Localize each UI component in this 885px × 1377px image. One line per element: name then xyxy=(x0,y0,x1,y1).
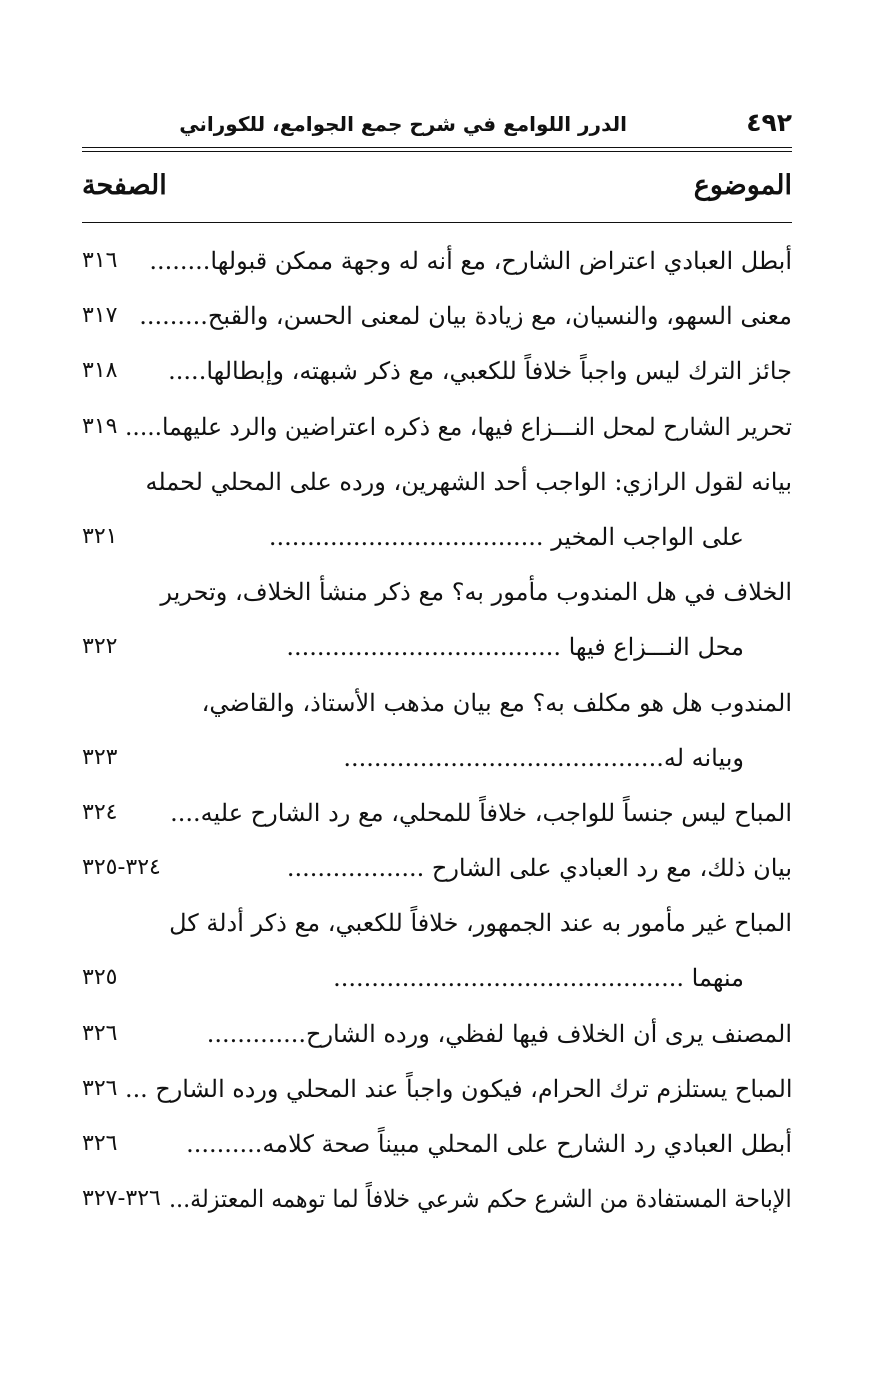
toc-entry-title: على الواجب المخير .................................... xyxy=(268,522,744,551)
toc-entry-title: الخلاف في هل المندوب مأمور به؟ مع ذكر منشأ الخلاف، وتحرير xyxy=(160,578,792,607)
running-header xyxy=(82,108,792,142)
toc-entry xyxy=(82,1009,792,1064)
toc-entry xyxy=(82,236,792,291)
toc-entry xyxy=(82,622,792,677)
toc-entry xyxy=(82,1174,792,1229)
toc-entry-title: منهما .............................................. xyxy=(333,964,744,993)
toc-entry xyxy=(82,733,792,788)
toc-entry-title: أبطل العبادي رد الشارح على المحلي مبيناً صحة كلامه.......... xyxy=(186,1130,792,1158)
toc-entry-page: ٣٢٤ xyxy=(82,799,118,825)
toc-entry-title: المندوب هل هو مكلف به؟ مع بيان مذهب الأستاذ، والقاضي، xyxy=(201,688,792,717)
toc-entry-page: ٣١٨ xyxy=(82,358,118,384)
toc-entry-page: ٣٢٦-٣٢٧ xyxy=(82,1186,161,1212)
page-column-header: الصفحة xyxy=(82,170,167,201)
toc-entry-title: معنى السهو، والنسيان، مع زيادة بيان لمعنى الحسن، والقبح......... xyxy=(139,302,792,331)
toc-entry-title: تحرير الشارح لمحل النـــزاع فيها، مع ذكره اعتراضين والرد عليهما..... xyxy=(124,412,792,441)
toc-entry-page: ٣٢٦ xyxy=(82,1020,118,1046)
topic-column-header: الموضوع xyxy=(693,170,792,201)
toc-entry-title: وبيانه له.......................................... xyxy=(343,743,744,772)
toc-entry-title: المباح غير مأمور به عند الجمهور، خلافاً للكعبي، مع ذكر أدلة كل xyxy=(169,909,792,938)
toc-entry-page: ٣٢١ xyxy=(82,523,118,549)
toc-entry-page: ٣١٩ xyxy=(82,413,118,439)
toc-entry xyxy=(82,953,792,1008)
toc-entry-title: أبطل العبادي اعتراض الشارح، مع أنه له وجهة ممكن قبولها........ xyxy=(149,247,792,275)
toc-entry-title: جائز الترك ليس واجباً خلافاً للكعبي، مع ذكر شبهته، وإبطالها..... xyxy=(168,357,792,386)
toc-entry-title: بيان ذلك، مع رد العبادي على الشارح .................. xyxy=(286,854,792,883)
table-of-contents xyxy=(82,236,792,1229)
toc-entry xyxy=(82,678,792,733)
toc-entry xyxy=(82,788,792,843)
toc-entry xyxy=(82,457,792,512)
toc-entry-title: الإباحة المستفادة من الشرع حكم شرعي خلافاً لما توهمه المعتزلة... xyxy=(169,1185,792,1214)
toc-entry-page: ٣٢٦ xyxy=(82,1075,118,1101)
toc-entry-page: ٣١٦ xyxy=(82,248,118,273)
toc-entry-page: ٣١٧ xyxy=(82,303,118,329)
toc-entry xyxy=(82,402,792,457)
toc-entry-title: المصنف يرى أن الخلاف فيها لفظي، ورده الشارح............. xyxy=(206,1019,792,1048)
page-number: ٤٩٢ xyxy=(746,108,792,137)
toc-entry-title: المباح يستلزم ترك الحرام، فيكون واجباً عند المحلي ورده الشارح ... xyxy=(124,1074,792,1103)
toc-entry xyxy=(82,1064,792,1119)
toc-entry xyxy=(82,291,792,346)
toc-entry xyxy=(82,346,792,401)
toc-entry-page: ٣٢٤-٣٢٥ xyxy=(82,855,161,881)
toc-entry-page: ٣٢٥ xyxy=(82,965,118,991)
toc-entry-title: المباح ليس جنساً للواجب، خلافاً للمحلي، مع رد الشارح عليه.... xyxy=(170,798,792,827)
column-header-rule xyxy=(82,222,792,223)
toc-entry xyxy=(82,512,792,567)
toc-entry-page: ٣٢٣ xyxy=(82,744,118,770)
book-title: الدرر اللوامع في شرح جمع الجوامع، للكوراني xyxy=(179,112,627,136)
toc-entry-page: ٣٢٦ xyxy=(82,1131,118,1156)
toc-entry-title: بيانه لقول الرازي: الواجب أحد الشهرين، ورده على المحلي لحمله xyxy=(145,467,792,496)
toc-entry xyxy=(82,898,792,953)
toc-entry-title: محل النـــزاع فيها .................................... xyxy=(286,633,744,662)
toc-entry xyxy=(82,1119,792,1174)
column-headers xyxy=(82,170,792,214)
toc-entry xyxy=(82,567,792,622)
toc-entry xyxy=(82,843,792,898)
toc-entry-page: ٣٢٢ xyxy=(82,634,118,660)
header-rule xyxy=(82,147,792,152)
